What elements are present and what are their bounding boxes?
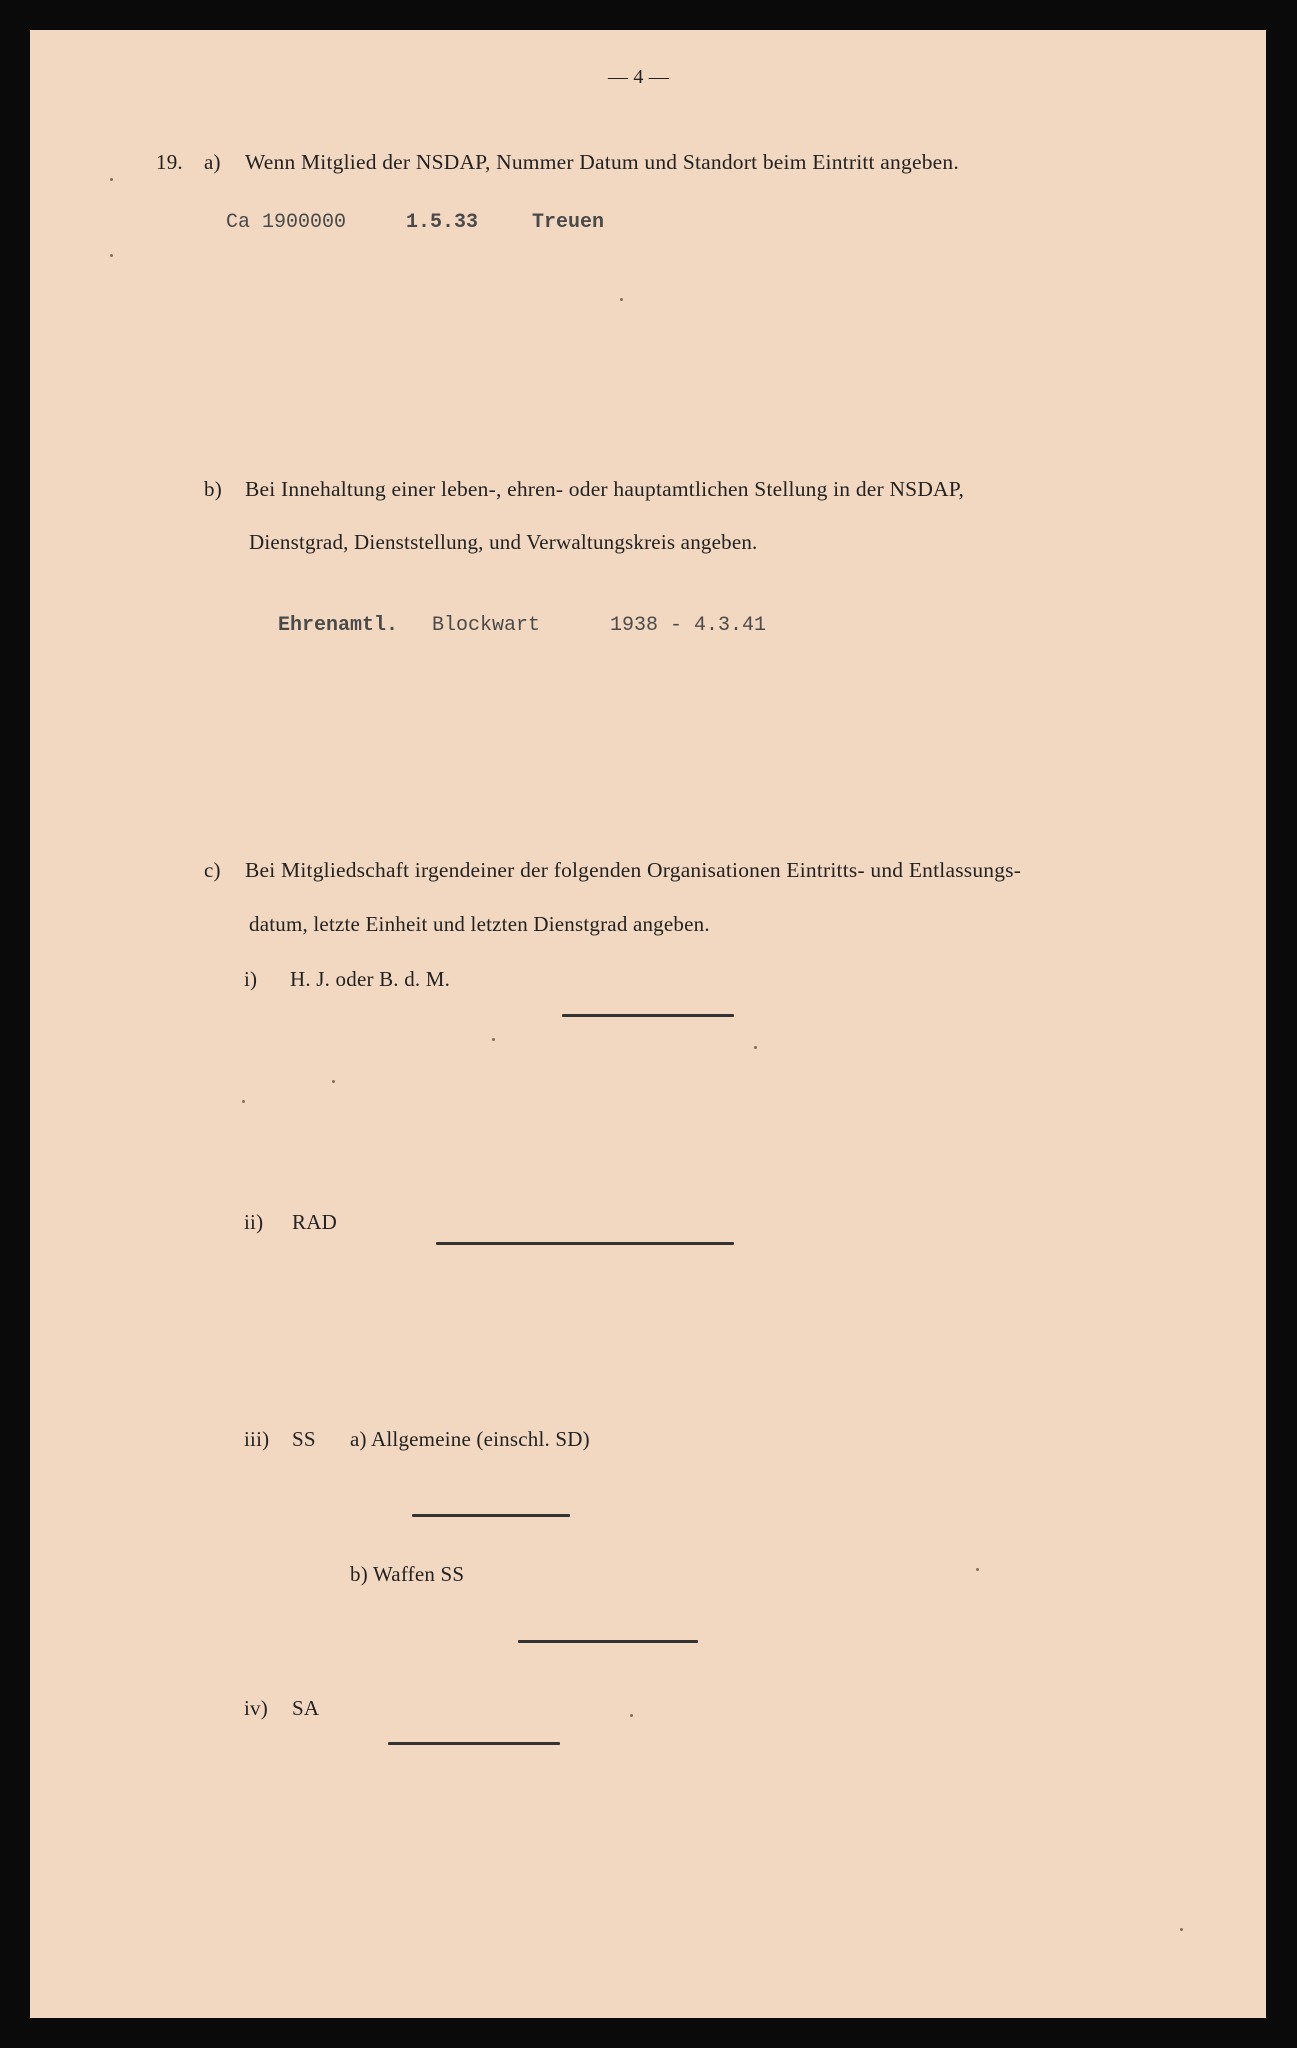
- question-number: 19.: [156, 150, 183, 174]
- question-c-label: c): [204, 858, 221, 882]
- item-iii-a-dash-line: [412, 1514, 570, 1517]
- answer-a-number: Ca 1900000: [226, 211, 347, 234]
- answer-b-period: 1938 - 4.3.41: [610, 614, 767, 637]
- answer-a-date: 1.5.33: [406, 211, 479, 234]
- item-iv-name: SA: [292, 1696, 320, 1720]
- question-b-text-line2: Dienstgrad, Dienststellung, und Verwaltungskreis angeben.: [249, 530, 758, 554]
- item-iv-dash-line: [388, 1742, 560, 1745]
- item-iv-label: iv): [244, 1696, 268, 1720]
- item-i-label: i): [244, 967, 258, 991]
- question-c-text-line2: datum, letzte Einheit und letzten Dienstgrad angeben.: [249, 912, 710, 936]
- paper-speck: [976, 1568, 979, 1571]
- paper-speck: [620, 298, 623, 301]
- item-i-name: H. J. oder B. d. M.: [290, 967, 451, 991]
- answer-b-rank: Ehrenamtl.: [278, 614, 399, 637]
- paper-speck: [242, 1100, 245, 1103]
- paper-speck: [110, 178, 113, 181]
- document-page: [30, 30, 1266, 2018]
- item-i-dash-line: [562, 1014, 734, 1017]
- item-iii-name: SS: [292, 1427, 316, 1451]
- item-iii-label: iii): [244, 1427, 270, 1451]
- question-a-label: a): [204, 150, 221, 174]
- answer-a-place: Treuen: [532, 211, 605, 234]
- question-a-text: Wenn Mitglied der NSDAP, Nummer Datum und Standort beim Eintritt angeben.: [245, 150, 959, 174]
- answer-b-position: Blockwart: [432, 614, 541, 637]
- item-iii-b-dash-line: [518, 1640, 698, 1643]
- paper-speck: [1180, 1928, 1183, 1931]
- paper-speck: [754, 1046, 757, 1049]
- item-iii-b: b) Waffen SS: [350, 1562, 465, 1586]
- paper-speck: [630, 1714, 633, 1717]
- page-number: — 4 —: [608, 66, 669, 88]
- paper-speck: [332, 1080, 335, 1083]
- item-ii-dash-line: [436, 1242, 734, 1245]
- question-c-text-line1: Bei Mitgliedschaft irgendeiner der folgenden Organisationen Eintritts- und Entlassungs-: [245, 858, 1022, 882]
- item-iii-a: a) Allgemeine (einschl. SD): [350, 1427, 590, 1451]
- paper-speck: [492, 1038, 495, 1041]
- item-ii-name: RAD: [292, 1210, 337, 1234]
- question-b-label: b): [204, 477, 222, 501]
- paper-speck: [110, 254, 113, 257]
- item-ii-label: ii): [244, 1210, 264, 1234]
- question-b-text-line1: Bei Innehaltung einer leben-, ehren- oder hauptamtlichen Stellung in der NSDAP,: [245, 477, 965, 501]
